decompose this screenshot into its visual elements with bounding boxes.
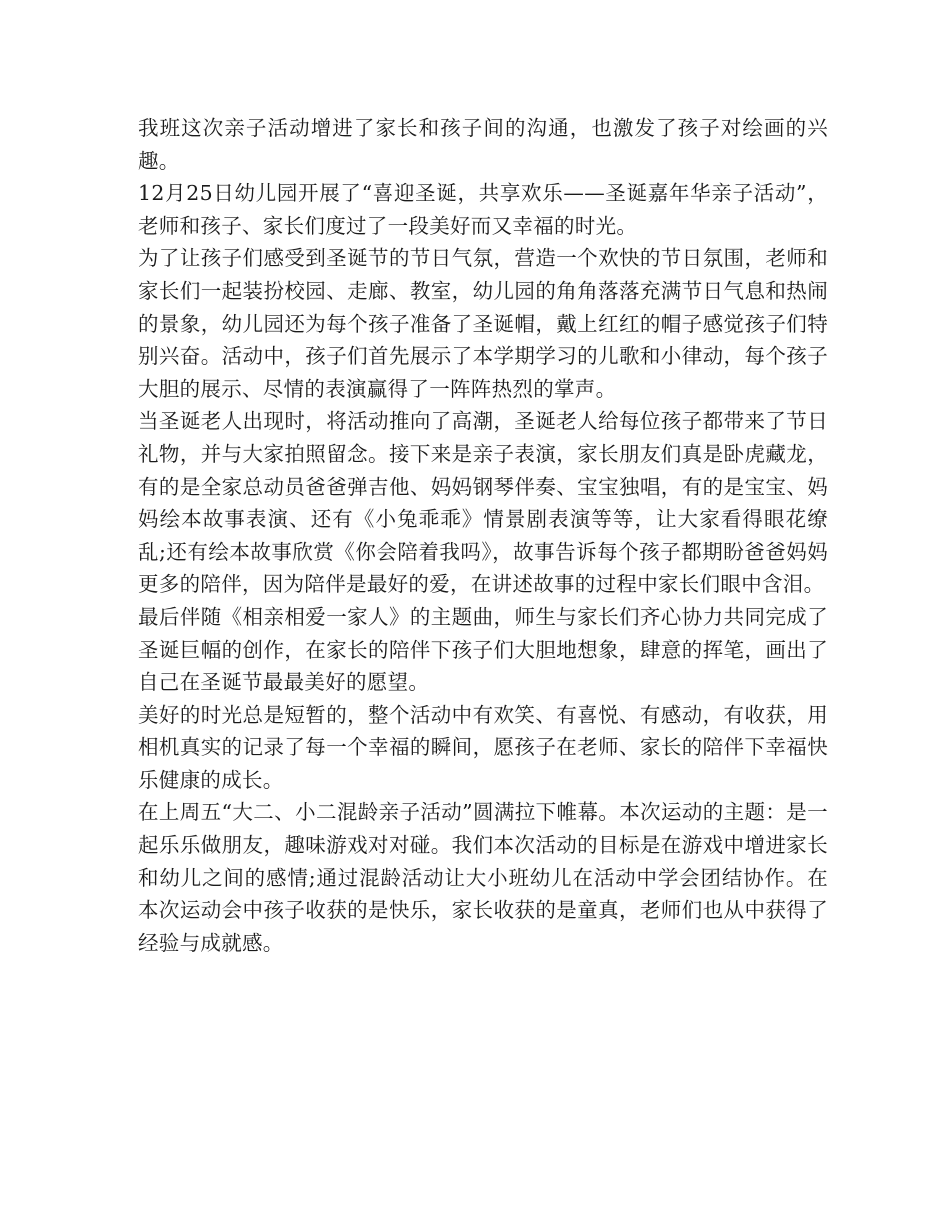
paragraph-1: 我班这次亲子活动增进了家长和孩子间的沟通，也激发了孩子对绘画的兴趣。 <box>138 116 828 173</box>
document-body <box>138 112 828 959</box>
paragraph-2: 12月25日幼儿园开展了“喜迎圣诞，共享欢乐——圣诞嘉年华亲子活动”，老师和孩子、家长们度过了一段美好而又幸福的时光。 <box>138 181 828 238</box>
paragraph-7: 在上周五“大二、小二混龄亲子活动”圆满拉下帷幕。本次运动的主题：是一起乐乐做朋友，趣味游戏对对碰。我们本次活动的目标是在游戏中增进家长和幼儿之间的感情;通过混龄活动让大小班幼儿在活动中学会团结协作。在本次运动会中孩子收获的是快乐，家长收获的是童真，老师们也从中获得了经验与成就感。 <box>138 800 828 955</box>
paragraph-4: 当圣诞老人出现时，将活动推向了高潮，圣诞老人给每位孩子都带来了节日礼物，并与大家拍照留念。接下来是亲子表演，家长朋友们真是卧虎藏龙，有的是全家总动员爸爸弹吉他、妈妈钢琴伴奏、宝宝独唱，有的是宝宝、妈妈绘本故事表演、还有《小兔乖乖》情景剧表演等等，让大家看得眼花缭乱;还有绘本故事欣赏《你会陪着我吗》，故事告诉每个孩子都期盼爸爸妈妈更多的陪伴，因为陪伴是最好的爱，在讲述故事的过程中家长们眼中含泪。 <box>138 409 828 597</box>
paragraph-5: 最后伴随《相亲相爱一家人》的主题曲，师生与家长们齐心协力共同完成了圣诞巨幅的创作，在家长的陪伴下孩子们大胆地想象，肆意的挥笔，画出了自己在圣诞节最最美好的愿望。 <box>138 604 828 695</box>
paragraph-6: 美好的时光总是短暂的，整个活动中有欢笑、有喜悦、有感动，有收获，用相机真实的记录了每一个幸福的瞬间，愿孩子在老师、家长的陪伴下幸福快乐健康的成长。 <box>138 702 828 792</box>
paragraph-3: 为了让孩子们感受到圣诞节的节日气氛，营造一个欢快的节日氛围，老师和家长们一起装扮校园、走廊、教室，幼儿园的角角落落充满节日气息和热闹的景象，幼儿园还为每个孩子准备了圣诞帽，戴上红红的帽子感觉孩子们特别兴奋。活动中，孩子们首先展示了本学期学习的儿歌和小律动，每个孩子大胆的展示、尽情的表演赢得了一阵阵热烈的掌声。 <box>138 246 828 401</box>
